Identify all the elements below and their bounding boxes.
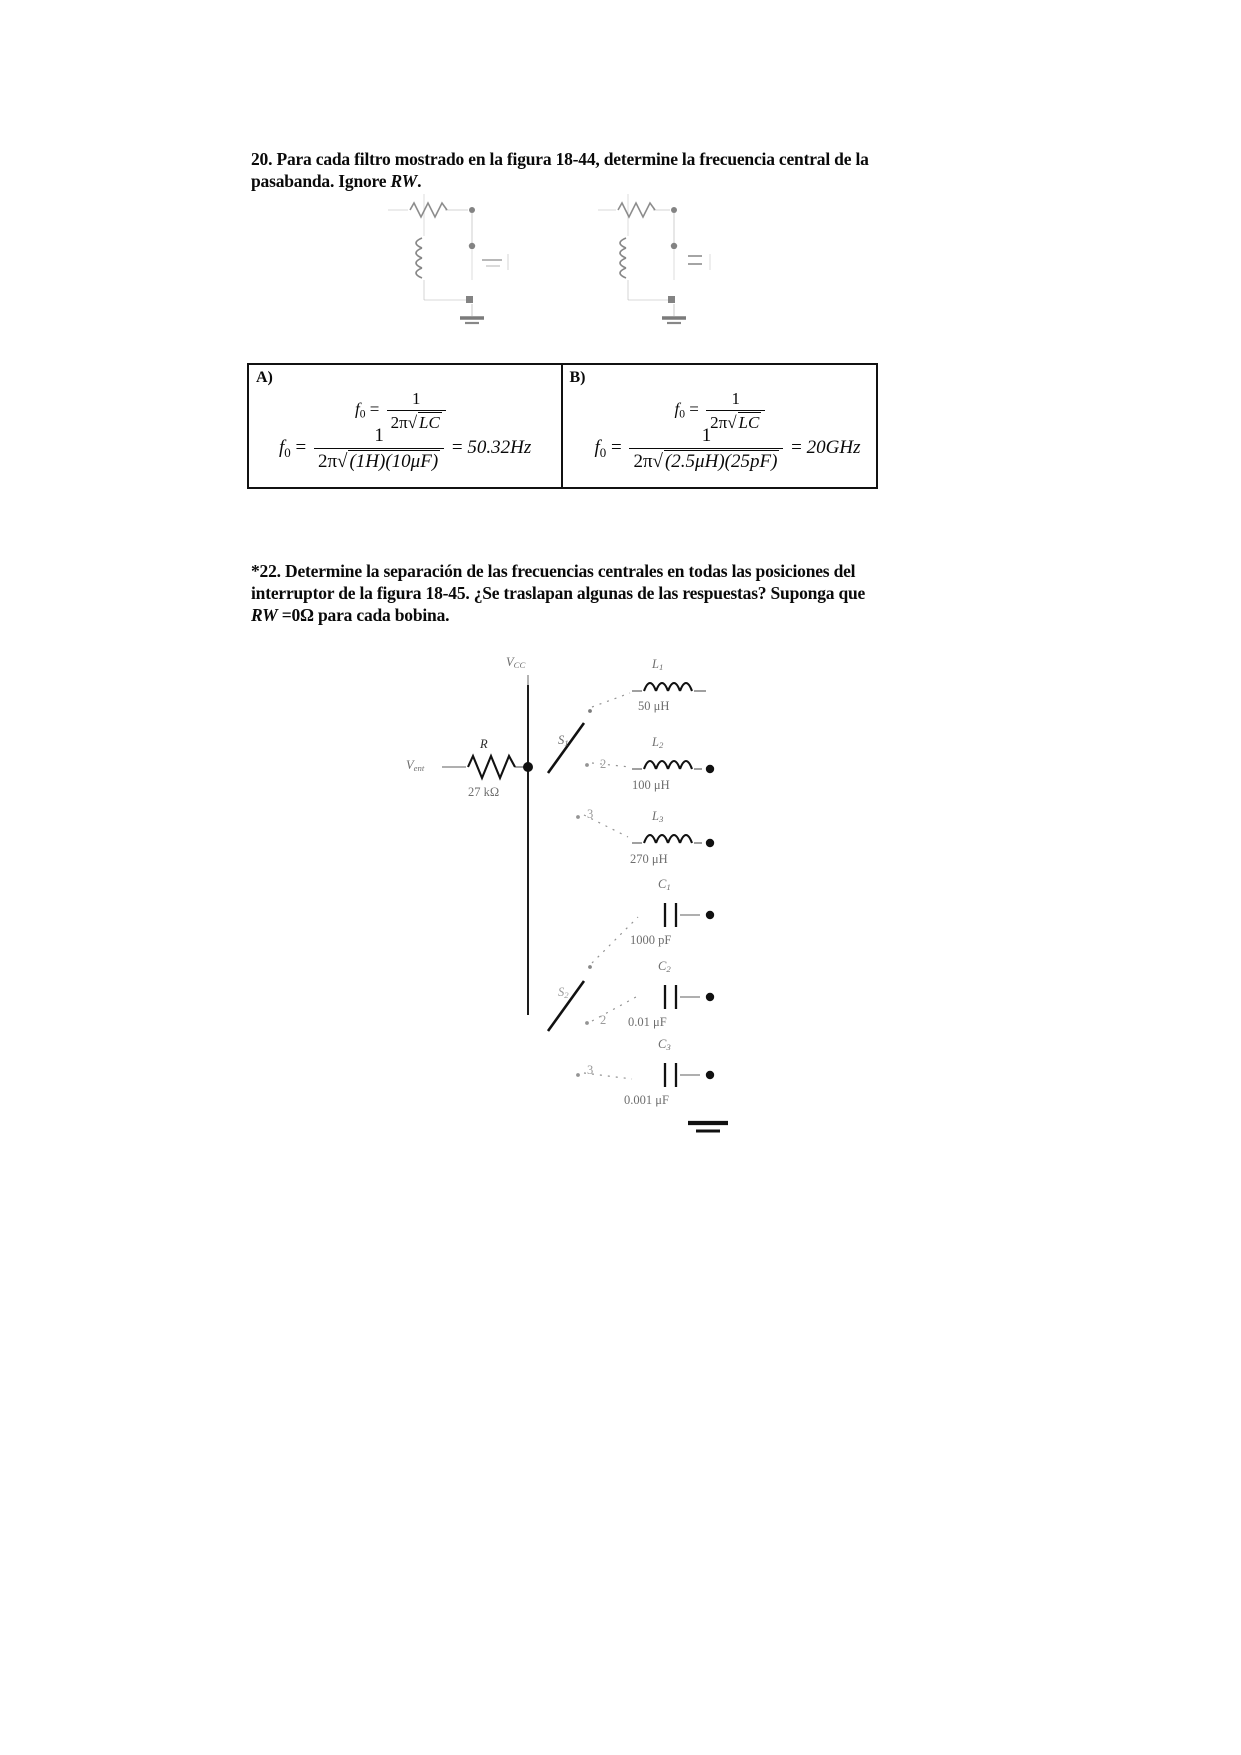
figure-18-44-svg — [350, 188, 770, 338]
label-resistor-value: 27 kΩ — [468, 785, 500, 799]
answer-label-b: B) — [569, 369, 586, 386]
fzero-subscript: 0 — [359, 407, 366, 421]
denominator: 2π√ (1H)(10μF) — [317, 450, 439, 472]
denominator: 2π√ LC — [710, 412, 760, 432]
problem-22-italic-rw: RW — [251, 605, 278, 625]
two-pi: 2π — [633, 450, 653, 472]
problem-20-text-main: 20. Para cada filtro mostrado en la figura 18-44, determine la frecuencia central de la pasabanda. Ignore — [251, 149, 869, 191]
label-switch-s2: S2 — [558, 985, 569, 1001]
figure-18-44 — [350, 188, 770, 338]
fzero-subscript: 0 — [284, 444, 291, 460]
equals-sign: = — [295, 437, 307, 459]
fzero-symbol: f — [279, 437, 285, 459]
numerator: 1 — [629, 425, 783, 449]
label-input-source: Vent — [406, 758, 425, 774]
denominator: 2π√ LC — [390, 412, 440, 432]
figure-18-45 — [380, 645, 860, 1165]
answer-a-formula-numeric — [279, 425, 531, 473]
two-pi: 2π — [710, 412, 728, 432]
label-capacitor-c3-value: 0.001 μF — [624, 1093, 669, 1107]
fraction-numeric-a — [314, 425, 444, 473]
label-inductor-l1-value: 50 μH — [638, 699, 670, 713]
problem-22-line-2-post: =0Ω para cada bobina. — [277, 605, 450, 625]
answer-cell-b — [563, 365, 877, 487]
label-inductor-l2-value: 100 μH — [632, 778, 670, 792]
fzero-symbol: f — [594, 437, 600, 459]
two-pi: 2π — [390, 412, 408, 432]
figure-18-45-svg — [380, 645, 860, 1165]
fzero-subscript: 0 — [679, 407, 686, 421]
result-equals: = — [791, 437, 802, 459]
label-capacitor-c3: C3 — [658, 1037, 671, 1053]
answers-table — [247, 363, 878, 489]
problem-22-statement — [251, 560, 891, 626]
fzero-subscript: 0 — [599, 444, 607, 460]
fzero-symbol: f — [355, 399, 360, 419]
answer-cell-a — [249, 365, 563, 487]
label-capacitor-c1: C1 — [658, 877, 671, 893]
fraction-numeric-b — [629, 425, 783, 473]
problem-20-text-end: . — [417, 171, 422, 191]
radicand: LC — [419, 412, 440, 432]
label-capacitor-c1-value: 1000 pF — [630, 933, 672, 947]
label-supply-vcc: VCC — [506, 655, 526, 671]
equals-sign: = — [610, 437, 622, 459]
result-equals: = — [451, 437, 463, 459]
problem-20-statement — [251, 148, 891, 192]
two-pi: 2π — [317, 450, 338, 472]
label-inductor-l2: L2 — [652, 735, 664, 751]
label-resistor: R — [480, 737, 488, 751]
numerator: 1 — [314, 425, 444, 449]
label-capacitor-c2: C2 — [658, 959, 671, 975]
radicand: (2.5μH)(25pF) — [664, 450, 778, 472]
radicand: LC — [738, 412, 760, 432]
answer-label-a: A) — [256, 369, 273, 386]
label-switch-s1: S1 — [558, 733, 569, 749]
label-inductor-l3-value: 270 μH — [630, 852, 668, 866]
fzero-symbol: f — [674, 399, 680, 419]
radicand: (1H)(10μF) — [349, 450, 439, 472]
label-s2-position-2: 2 — [600, 1013, 607, 1027]
answer-b-formula-numeric — [595, 425, 861, 473]
problem-20-italic-rw: RW — [390, 171, 418, 191]
result-value: 20GHz — [806, 437, 861, 459]
problem-22-line-2-pre: 18-45. ¿Se traslapan algunas de las respuestas? Suponga que — [425, 583, 866, 603]
label-s1-position-2: 2 — [600, 757, 607, 771]
label-s1-position-3: 3 — [587, 807, 594, 821]
result-value: 50.32Hz — [467, 437, 532, 459]
label-capacitor-c2-value: 0.01 μF — [628, 1015, 667, 1029]
equals-sign: = — [689, 399, 699, 419]
numerator: 1 — [706, 389, 765, 411]
equals-sign: = — [369, 399, 380, 419]
label-s2-position-3: 3 — [587, 1063, 594, 1077]
problem-22-line-1: *22. Determine la separación de las frecuencias centrales en todas las posiciones del interruptor de la figura — [251, 561, 856, 603]
label-inductor-l3: L3 — [652, 809, 664, 825]
numerator: 1 — [387, 389, 446, 411]
label-inductor-l1: L1 — [652, 657, 664, 673]
denominator: 2π√ (2.5μH)(25pF) — [633, 450, 778, 472]
